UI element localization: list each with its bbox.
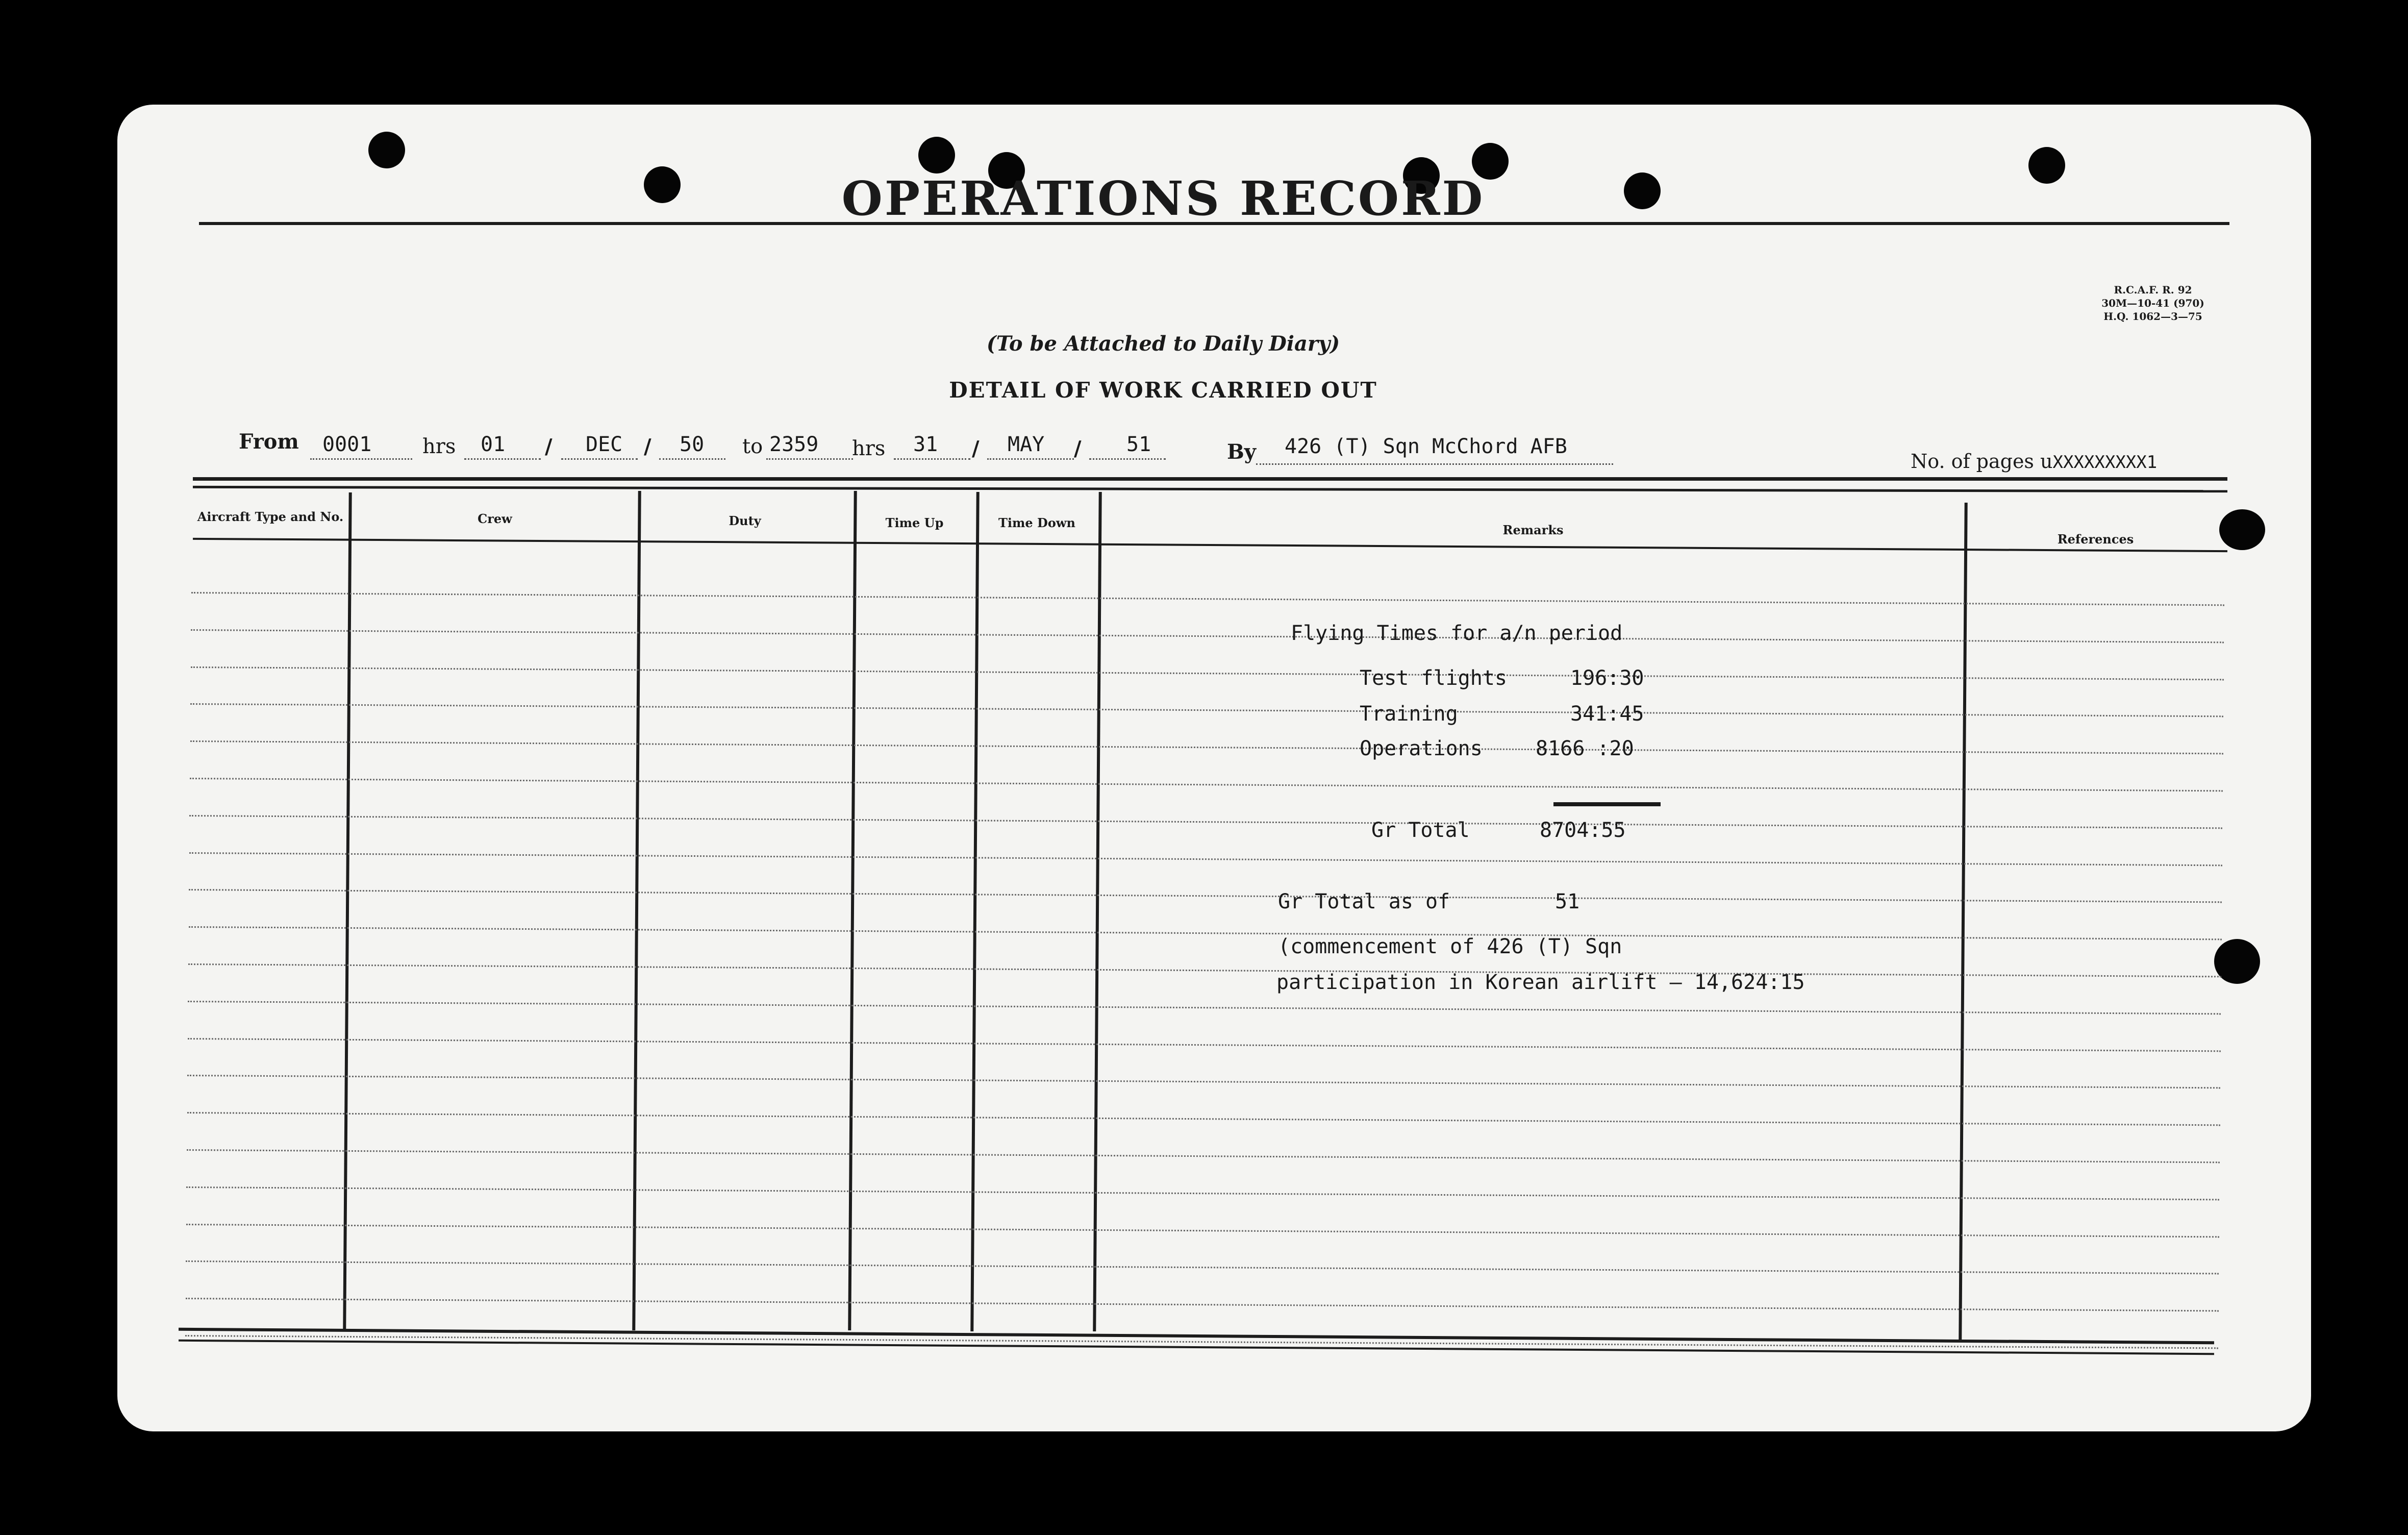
col-header-references: References xyxy=(2057,532,2134,547)
training-label: Training xyxy=(1360,702,1458,726)
to-label: to xyxy=(742,435,763,458)
test-flights-label: Test flights xyxy=(1360,666,1507,690)
form-ref-line-3: H.Q. 1062—3—75 xyxy=(2103,310,2202,323)
to-time-underline xyxy=(766,458,853,460)
form-reference xyxy=(2076,283,2229,323)
to-year-underline xyxy=(1089,458,1166,460)
punch-hole xyxy=(1624,172,1661,209)
to-time: 2359 xyxy=(769,433,819,456)
from-day: 01 xyxy=(481,433,506,456)
to-day: 31 xyxy=(913,433,938,456)
form-title: OPERATIONS RECORD xyxy=(841,171,1485,226)
form-ref-line-2: 30M—10-41 (970) xyxy=(2101,297,2204,309)
gr-total-value: 8704:55 xyxy=(1540,819,1626,842)
by-label: By xyxy=(1227,440,1257,464)
hrs-label: hrs xyxy=(422,435,456,458)
punch-hole xyxy=(2028,147,2065,184)
from-year-underline xyxy=(659,458,725,460)
from-label: From xyxy=(239,430,299,454)
operations-value: 8166 :20 xyxy=(1536,737,1634,760)
detail-heading: DETAIL OF WORK CARRIED OUT xyxy=(949,378,1377,403)
col-header-crew: Crew xyxy=(478,511,512,526)
to-month-underline xyxy=(987,458,1074,460)
slash: / xyxy=(545,435,553,459)
gr-total-label: Gr Total xyxy=(1371,819,1470,842)
training-value: 341:45 xyxy=(1570,702,1644,726)
slash: / xyxy=(1074,437,1082,461)
hrs-label: hrs xyxy=(852,437,886,460)
commencement-line: (commencement of 426 (T) Sqn xyxy=(1278,935,1622,958)
total-underline xyxy=(1553,802,1661,806)
col-header-duty: Duty xyxy=(729,513,761,528)
participation-line: participation in Korean airlift — 14,624:15 xyxy=(1276,971,1805,994)
slash: / xyxy=(972,437,980,461)
pages-value: XXXXXXXXX1 xyxy=(2052,452,2158,473)
col-header-aircraft: Aircraft Type and No. xyxy=(197,509,344,524)
to-year: 51 xyxy=(1126,433,1151,456)
operations-label: Operations xyxy=(1360,737,1483,760)
from-year: 50 xyxy=(680,433,705,456)
remarks-heading: Flying Times for a/n period xyxy=(1291,622,1623,645)
form-ref-line-1: R.C.A.F. R. 92 xyxy=(2114,284,2192,296)
from-month: DEC xyxy=(586,433,623,456)
pages-label xyxy=(1911,450,2157,473)
form-subtitle: (To be Attached to Daily Diary) xyxy=(986,332,1340,356)
test-flights-value: 196:30 xyxy=(1570,666,1644,690)
col-header-time-down: Time Down xyxy=(998,515,1075,530)
punch-hole xyxy=(918,137,955,174)
asof-value: 51 xyxy=(1555,890,1580,913)
to-month: MAY xyxy=(1008,433,1045,456)
unit-name: 426 (T) Sqn McChord AFB xyxy=(1285,435,1567,458)
asof-label: Gr Total as of xyxy=(1278,890,1450,913)
table-top-rule xyxy=(193,477,2227,481)
slash: / xyxy=(644,435,651,459)
punch-hole xyxy=(368,132,405,168)
from-day-underline xyxy=(464,458,541,460)
from-time: 0001 xyxy=(322,433,372,456)
col-header-remarks: Remarks xyxy=(1502,523,1564,537)
unit-underline xyxy=(1256,463,1613,465)
from-month-underline xyxy=(561,458,638,460)
punch-hole xyxy=(2219,509,2265,550)
from-time-underline xyxy=(310,458,412,460)
to-day-underline xyxy=(894,458,970,460)
pages-label-text: No. of pages u xyxy=(1911,450,2053,473)
document-card xyxy=(117,105,2311,1431)
col-header-time-up: Time Up xyxy=(885,515,944,530)
punch-hole xyxy=(644,166,681,203)
